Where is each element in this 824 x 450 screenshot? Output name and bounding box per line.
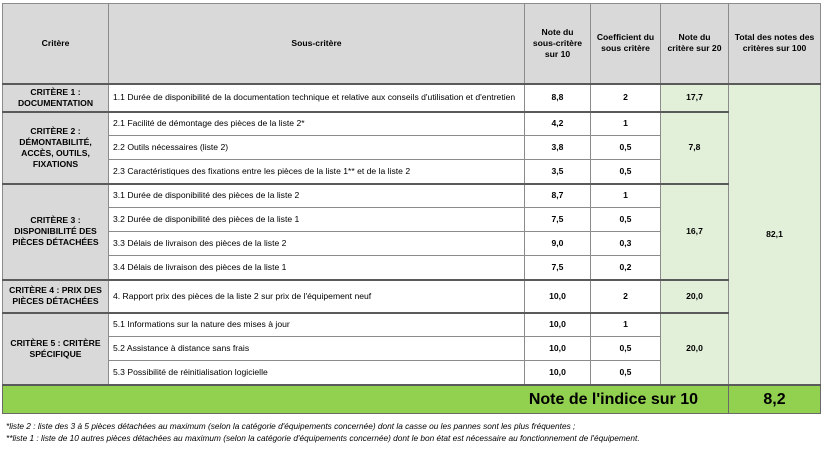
header-note-critere: Note du critère sur 20 (661, 4, 729, 84)
sub-criterion-note: 4,2 (525, 112, 591, 136)
sub-criterion-coef: 2 (591, 84, 661, 112)
index-label: Note de l'indice sur 10 (3, 385, 729, 414)
criterion-note: 7,8 (661, 112, 729, 184)
criterion-label: CRITÈRE 2 : DÉMONTABILITÉ, ACCÈS, OUTILS, FIXATIONS (3, 112, 109, 184)
criterion-label: CRITÈRE 1 : DOCUMENTATION (3, 84, 109, 112)
sub-criterion-coef: 1 (591, 112, 661, 136)
header-note-sous-critere: Note du sous-critère sur 10 (525, 4, 591, 84)
sub-criterion-note: 8,7 (525, 184, 591, 208)
criterion-label: CRITÈRE 5 : CRITÈRE SPÉCIFIQUE (3, 313, 109, 385)
sub-criterion-coef: 0,5 (591, 337, 661, 361)
index-row (3, 385, 821, 414)
sub-criterion-text: 2.1 Facilité de démontage des pièces de la liste 2* (109, 112, 525, 136)
sub-criterion-coef: 0,5 (591, 361, 661, 385)
sub-criterion-note: 10,0 (525, 313, 591, 337)
repairability-index-table (2, 3, 821, 414)
footnotes (6, 420, 640, 444)
header-row (3, 4, 821, 84)
sub-criterion-note: 9,0 (525, 232, 591, 256)
header-coefficient: Coefficient du sous critère (591, 4, 661, 84)
sub-criterion-note: 10,0 (525, 280, 591, 313)
sub-criterion-note: 8,8 (525, 84, 591, 112)
table-row (3, 313, 821, 337)
criterion-note: 20,0 (661, 313, 729, 385)
footnote-liste-1: **liste 1 : liste de 10 autres pièces détachées au maximum (selon la catégorie d'équipements concernée) dont le bon état est nécessaire au fonctionnement de l'équipement. (6, 433, 640, 443)
sub-criterion-note: 7,5 (525, 256, 591, 280)
criterion-label: CRITÈRE 4 : PRIX DES PIÈCES DÉTACHÉES (3, 280, 109, 313)
sub-criterion-text: 3.3 Délais de livraison des pièces de la liste 2 (109, 232, 525, 256)
table-row (3, 84, 821, 112)
sub-criterion-note: 3,8 (525, 136, 591, 160)
header-critere: Critère (3, 4, 109, 84)
table-row (3, 112, 821, 136)
sub-criterion-coef: 1 (591, 313, 661, 337)
sub-criterion-text: 3.4 Délais de livraison des pièces de la liste 1 (109, 256, 525, 280)
header-sous-critere: Sous-critère (109, 4, 525, 84)
sub-criterion-note: 10,0 (525, 337, 591, 361)
sub-criterion-note: 10,0 (525, 361, 591, 385)
criterion-note: 17,7 (661, 84, 729, 112)
sub-criterion-text: 2.3 Caractéristiques des fixations entre les pièces de la liste 1** et de la liste 2 (109, 160, 525, 184)
sub-criterion-text: 2.2 Outils nécessaires (liste 2) (109, 136, 525, 160)
sub-criterion-text: 3.1 Durée de disponibilité des pièces de la liste 2 (109, 184, 525, 208)
sub-criterion-coef: 0,5 (591, 208, 661, 232)
criterion-label: CRITÈRE 3 : DISPONIBILITÉ DES PIÈCES DÉTACHÉES (3, 184, 109, 280)
sub-criterion-text: 1.1 Durée de disponibilité de la documentation technique et relative aux conseils d'utilisation et d'entretien (109, 84, 525, 112)
table-row (3, 280, 821, 313)
sub-criterion-coef: 0,3 (591, 232, 661, 256)
sub-criterion-note: 7,5 (525, 208, 591, 232)
footnote-liste-2: *liste 2 : liste des 3 à 5 pièces détachées au maximum (selon la catégorie d'équipements concernée) dont la casse ou les pannes sont les plus fréquentes ; (6, 421, 576, 431)
total-score: 82,1 (729, 84, 821, 385)
sub-criterion-coef: 0,5 (591, 160, 661, 184)
sub-criterion-text: 5.1 Informations sur la nature des mises à jour (109, 313, 525, 337)
sub-criterion-coef: 1 (591, 184, 661, 208)
sub-criterion-coef: 0,2 (591, 256, 661, 280)
criterion-note: 20,0 (661, 280, 729, 313)
criterion-note: 16,7 (661, 184, 729, 280)
sub-criterion-coef: 2 (591, 280, 661, 313)
sub-criterion-text: 5.3 Possibilité de réinitialisation logicielle (109, 361, 525, 385)
sub-criterion-text: 3.2 Durée de disponibilité des pièces de la liste 1 (109, 208, 525, 232)
header-total: Total des notes des critères sur 100 (729, 4, 821, 84)
index-value: 8,2 (729, 385, 821, 414)
sub-criterion-text: 4. Rapport prix des pièces de la liste 2 sur prix de l'équipement neuf (109, 280, 525, 313)
sub-criterion-note: 3,5 (525, 160, 591, 184)
sub-criterion-text: 5.2 Assistance à distance sans frais (109, 337, 525, 361)
sub-criterion-coef: 0,5 (591, 136, 661, 160)
table-row (3, 184, 821, 208)
